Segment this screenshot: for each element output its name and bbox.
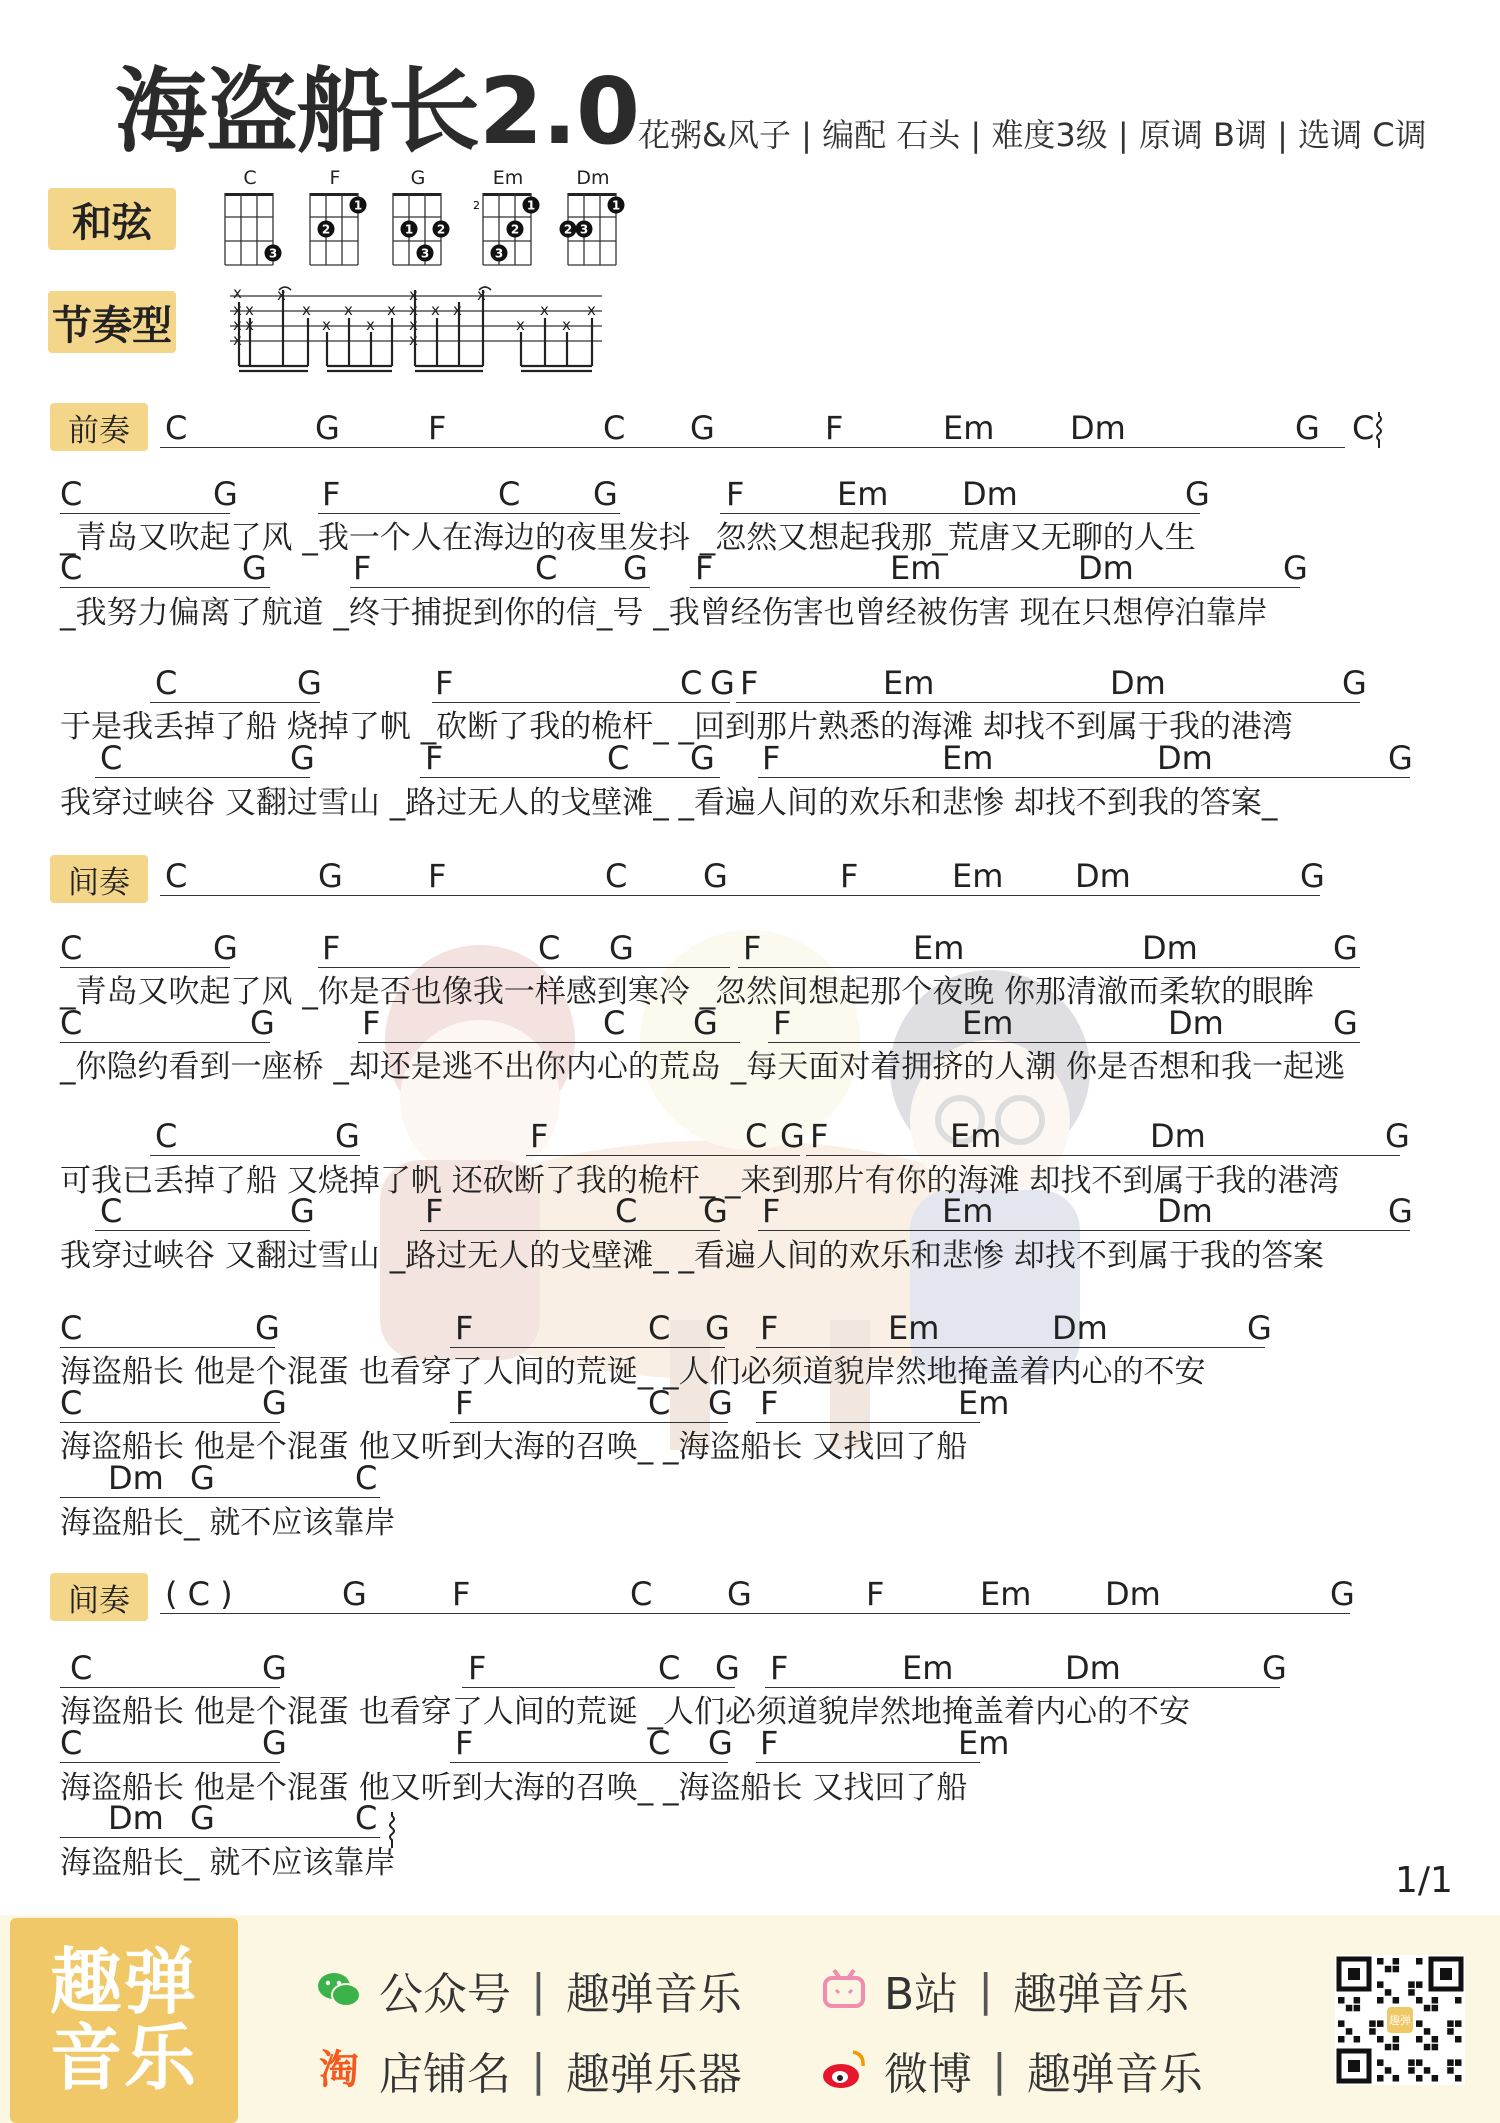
chord-symbol: G	[1283, 549, 1308, 587]
chord-symbol: C	[60, 475, 83, 513]
chord-underline	[768, 1042, 1360, 1043]
chord-symbol: F	[760, 1384, 779, 1422]
chord-underline	[318, 967, 730, 968]
qr-code[interactable]	[1335, 1955, 1465, 2085]
footer-label: B站	[884, 1969, 959, 2020]
chord-symbol: G	[262, 1649, 287, 1687]
chord-diagram	[213, 190, 283, 268]
chord-symbol: G	[190, 1799, 215, 1837]
chord-symbol: F	[762, 739, 781, 777]
weibo-icon	[820, 2046, 868, 2094]
footer-value: 趣弹音乐	[1026, 2049, 1203, 2100]
chord-symbol: G	[297, 664, 322, 702]
chord-symbol: C	[155, 1117, 178, 1155]
svg-text:x: x	[322, 316, 331, 334]
svg-text:x: x	[562, 316, 571, 334]
chord-symbol: C	[603, 409, 626, 447]
svg-text:1: 1	[611, 198, 621, 213]
lyric-line: 海盗船长 他是个混蛋 也看穿了人间的荒诞_ _人们必须道貌岸然地掩盖着内心的不安	[60, 1354, 1206, 1390]
chord-diagram	[381, 190, 451, 268]
chord-underline	[350, 587, 650, 588]
footer-wechat[interactable]: 公众号 | 趣弹音乐	[315, 1958, 742, 2022]
chord-symbol: C	[630, 1575, 653, 1613]
chord-underline	[452, 1613, 860, 1614]
chord-underline	[756, 1347, 1265, 1348]
lyric-line: _青岛又吹起了风 _你是否也像我一样感到寒冷 _忽然间想起那个夜晚 你那清澈而柔软的眼眸	[60, 974, 1315, 1010]
chord-underline	[95, 777, 310, 778]
chord-underline	[526, 1155, 800, 1156]
lyric-line: 可我已丢掉了船 又烧掉了帆 还砍断了我的桅杆_ _来到那片有你的海滩 却找不到属于我的港湾	[60, 1163, 1340, 1199]
svg-text:x: x	[453, 301, 462, 319]
chord-symbol: G	[715, 1649, 740, 1687]
chord-symbol: F	[428, 857, 447, 895]
footer-taobao[interactable]: 淘 店铺名 | 趣弹乐器	[315, 2038, 742, 2102]
svg-text:3: 3	[420, 246, 430, 261]
chord-underline	[160, 1613, 470, 1614]
chord-underline	[160, 447, 430, 448]
chord-symbol: F	[455, 1724, 474, 1762]
svg-text:3: 3	[268, 246, 278, 261]
chord-symbol: Dm	[1052, 1309, 1108, 1347]
chord-symbol: Em	[837, 475, 889, 513]
chord-symbol: F	[740, 664, 759, 702]
chord-symbol: F	[362, 1004, 381, 1042]
svg-text:2: 2	[510, 222, 520, 237]
chord-underline	[95, 1230, 310, 1231]
svg-text:x: x	[233, 316, 242, 334]
chord-symbol: G	[780, 1117, 805, 1155]
chord-symbol: F	[425, 739, 444, 777]
wechat-icon	[315, 1966, 363, 2014]
chord-symbol: Dm	[1157, 1192, 1213, 1230]
chord-symbol: F	[455, 1309, 474, 1347]
chord-symbol: Em	[913, 929, 965, 967]
chord-symbol: G	[315, 409, 340, 447]
chord-symbol: C	[60, 1724, 83, 1762]
chord-symbol: Dm	[1150, 1117, 1206, 1155]
svg-text:x: x	[233, 284, 242, 302]
svg-text:2: 2	[563, 222, 573, 237]
lyric-line: 我穿过峡谷 又翻过雪山 _路过无人的戈壁滩_ _看遍人间的欢乐和悲惨 却找不到属于我的答案	[60, 1238, 1324, 1274]
chord-symbol: F	[743, 929, 762, 967]
chord-symbol: F	[695, 549, 714, 587]
chord-underline	[60, 1687, 280, 1688]
chord-symbol: C	[100, 739, 123, 777]
chord-symbol: Dm	[1065, 1649, 1121, 1687]
svg-text:2: 2	[473, 199, 480, 212]
chord-symbol: G	[703, 1192, 728, 1230]
chord-symbol: F	[530, 1117, 549, 1155]
chord-symbol: G	[213, 929, 238, 967]
chord-symbol: C	[1352, 409, 1375, 447]
chord-symbol: C	[355, 1799, 378, 1837]
lyric-line: 海盗船长 他是个混蛋 他又听到大海的召唤_ _海盗船长 又找回了船	[60, 1770, 968, 1806]
chord-symbol: G	[1300, 857, 1325, 895]
chord-symbol: G	[708, 1384, 733, 1422]
chord-underline	[318, 513, 620, 514]
chord-symbol: C	[615, 1192, 638, 1230]
footer-label: 公众号	[379, 1969, 511, 2020]
footer-label: 微博	[884, 2049, 972, 2100]
chord-underline	[690, 587, 1300, 588]
chord-symbol: G	[1247, 1309, 1272, 1347]
footer-value: 趣弹音乐	[1013, 1969, 1190, 2020]
chord-symbol: C	[535, 549, 558, 587]
rhythm-pattern	[227, 282, 607, 374]
chord-symbol: G	[242, 549, 267, 587]
chord-symbol: G	[1295, 409, 1320, 447]
lyric-line: _你隐约看到一座桥 _却还是逃不出你内心的荒岛 _每天面对着拥挤的人潮 你是否想和我一起逃	[60, 1049, 1346, 1085]
chord-symbol: Dm	[1075, 857, 1131, 895]
chord-diagram-name: G	[410, 167, 426, 189]
chord-symbol: G	[710, 664, 735, 702]
chords-label: 和弦	[48, 188, 176, 250]
chord-symbol: C	[605, 857, 628, 895]
chord-symbol: G	[190, 1459, 215, 1497]
lyric-line: 海盗船长_ 就不应该靠岸	[60, 1845, 396, 1881]
chord-symbol: F	[773, 1004, 792, 1042]
chord-underline	[806, 1155, 1400, 1156]
chord-diagram-name: F	[329, 167, 341, 189]
chord-underline	[758, 1230, 1410, 1231]
chord-symbol: C	[658, 1649, 681, 1687]
lyric-line: 我穿过峡谷 又翻过雪山 _路过无人的戈壁滩_ _看遍人间的欢乐和悲惨 却找不到我的答案_	[60, 785, 1278, 821]
chord-symbol: G	[213, 475, 238, 513]
chord-underline	[756, 1762, 980, 1763]
chord-symbol: G	[318, 857, 343, 895]
chord-symbol: F	[840, 857, 859, 895]
chord-symbol: C	[648, 1724, 671, 1762]
footer-bilibili[interactable]: B站 | 趣弹音乐	[820, 1958, 1189, 2022]
brand-line-2: 音乐	[49, 2015, 198, 2100]
chord-symbol: G	[1333, 929, 1358, 967]
chord-symbol: F	[762, 1192, 781, 1230]
chord-symbol: Dm	[1070, 409, 1126, 447]
chord-symbol: Em	[942, 1192, 994, 1230]
chord-symbol: Em	[943, 409, 995, 447]
footer-value: 趣弹乐器	[565, 2049, 742, 2100]
chord-symbol: C	[648, 1309, 671, 1347]
chord-symbol: Em	[962, 1004, 1014, 1042]
chord-symbol: C	[165, 857, 188, 895]
chord-symbol: G	[1333, 1004, 1358, 1042]
footer-label: 店铺名	[379, 2049, 511, 2100]
svg-text:x: x	[477, 286, 486, 304]
chord-underline	[428, 895, 840, 896]
chord-symbol: F	[866, 1575, 885, 1613]
chord-diagram-name: Dm	[576, 167, 610, 189]
chord-underline	[428, 447, 840, 448]
chord-underline	[432, 702, 730, 703]
svg-text:x: x	[587, 301, 596, 319]
brand-line-1: 趣弹	[49, 1939, 198, 2024]
chord-underline	[450, 1762, 728, 1763]
chord-underline	[420, 1230, 720, 1231]
chord-symbol: C	[538, 929, 561, 967]
chord-symbol: F	[760, 1309, 779, 1347]
svg-text:x: x	[387, 301, 396, 319]
chord-symbol: ( C )	[165, 1575, 233, 1613]
svg-text:2: 2	[436, 222, 446, 237]
footer-value: 趣弹音乐	[565, 1969, 742, 2020]
svg-text:x: x	[409, 301, 418, 319]
svg-text:x: x	[344, 301, 353, 319]
chord-symbol: C	[607, 739, 630, 777]
chord-symbol: F	[810, 1117, 829, 1155]
chord-symbol: G	[703, 857, 728, 895]
chord-underline	[60, 1837, 380, 1838]
chord-symbol: F	[425, 1192, 444, 1230]
section-interlude-2: 间奏	[50, 1573, 148, 1621]
chord-symbol: Em	[950, 1117, 1002, 1155]
chord-symbol: C	[60, 1384, 83, 1422]
section-intro: 前奏	[50, 403, 148, 451]
chord-symbol: Em	[890, 549, 942, 587]
lyric-line: 于是我丢掉了船 烧掉了帆 _砍断了我的桅杆_ _回到那片熟悉的海滩 却找不到属于我的港湾	[60, 709, 1293, 745]
svg-text:x: x	[233, 331, 242, 349]
chord-symbol: Em	[958, 1724, 1010, 1762]
chord-symbol: G	[335, 1117, 360, 1155]
chord-symbol: G	[693, 1004, 718, 1042]
chord-symbol: G	[705, 1309, 730, 1347]
chord-symbol: F	[322, 475, 341, 513]
chord-symbol: G	[262, 1724, 287, 1762]
chord-underline	[358, 1042, 740, 1043]
chord-symbol: Dm	[1168, 1004, 1224, 1042]
chord-symbol: G	[1385, 1117, 1410, 1155]
brand-logo	[10, 1918, 238, 2123]
page-number: 1/1	[1395, 1860, 1453, 1901]
chord-symbol: C	[155, 664, 178, 702]
chord-symbol: F	[435, 664, 454, 702]
chord-symbol: G	[623, 549, 648, 587]
song-title: 海盗船长2.0	[115, 58, 639, 165]
chord-symbol: C	[100, 1192, 123, 1230]
svg-text:x: x	[540, 301, 549, 319]
chord-underline	[860, 1613, 1105, 1614]
chord-underline	[450, 1347, 725, 1348]
chord-symbol: G	[690, 739, 715, 777]
chord-underline	[736, 702, 1360, 703]
chord-underline	[1070, 447, 1345, 448]
chord-symbol: G	[1262, 1649, 1287, 1687]
chord-symbol: G	[1342, 664, 1367, 702]
svg-text:3: 3	[494, 246, 504, 261]
chord-symbol: Dm	[1142, 929, 1198, 967]
chord-symbol: C	[680, 664, 703, 702]
svg-text:x: x	[302, 301, 311, 319]
rhythm-label: 节奏型	[48, 291, 176, 353]
chord-symbol: G	[342, 1575, 367, 1613]
chord-symbol: G	[1330, 1575, 1355, 1613]
chord-symbol: F	[726, 475, 745, 513]
lyric-line: 海盗船长 他是个混蛋 他又听到大海的召唤_ _海盗船长 又找回了船	[60, 1429, 968, 1465]
chord-underline	[60, 1762, 280, 1763]
svg-text:x: x	[431, 301, 440, 319]
chord-symbol: Dm	[108, 1459, 164, 1497]
chord-symbol: G	[609, 929, 634, 967]
chord-symbol: F	[353, 549, 372, 587]
chord-underline	[720, 513, 1200, 514]
chord-symbol: Em	[942, 739, 994, 777]
chord-underline	[60, 1422, 280, 1423]
chord-underline	[1075, 895, 1320, 896]
arpeggio-mark	[1372, 410, 1386, 450]
svg-text:2: 2	[321, 222, 331, 237]
chord-underline	[60, 1042, 270, 1043]
chord-diagram	[298, 190, 368, 268]
chord-symbol: C	[498, 475, 521, 513]
lyric-line: _我努力偏离了航道 _终于捕捉到你的信_号 _我曾经伤害也曾经被伤害 现在只想停泊靠岸	[60, 595, 1268, 631]
chord-symbol: C	[60, 549, 83, 587]
chord-underline	[60, 1347, 275, 1348]
chord-underline	[60, 1497, 380, 1498]
chord-symbol: G	[727, 1575, 752, 1613]
chord-symbol: Dm	[962, 475, 1018, 513]
chord-diagram	[471, 190, 541, 268]
chord-symbol: Em	[883, 664, 935, 702]
chord-symbol: Dm	[108, 1799, 164, 1837]
chord-underline	[462, 1687, 735, 1688]
chord-symbol: F	[428, 409, 447, 447]
chord-symbol: Em	[902, 1649, 954, 1687]
taobao-icon: 淘	[319, 2047, 359, 2093]
chord-underline	[420, 777, 720, 778]
svg-text:3: 3	[579, 222, 589, 237]
chord-symbol: G	[1185, 475, 1210, 513]
chord-symbol: Dm	[1105, 1575, 1161, 1613]
svg-text:x: x	[277, 286, 286, 304]
chord-symbol: G	[708, 1724, 733, 1762]
svg-text:1: 1	[526, 198, 536, 213]
arpeggio-mark	[385, 1810, 399, 1850]
chord-underline	[60, 587, 270, 588]
chord-symbol: C	[60, 929, 83, 967]
chord-underline	[758, 777, 1410, 778]
chord-underline	[150, 702, 320, 703]
svg-text:x: x	[409, 316, 418, 334]
chord-symbol: F	[322, 929, 341, 967]
chord-underline	[160, 895, 430, 896]
chord-symbol: G	[255, 1309, 280, 1347]
chord-symbol: F	[760, 1724, 779, 1762]
svg-text:x: x	[409, 331, 418, 349]
chord-underline	[1105, 1613, 1350, 1614]
chord-symbol: Dm	[1157, 739, 1213, 777]
chord-symbol: G	[290, 1192, 315, 1230]
section-interlude: 间奏	[50, 855, 148, 903]
chord-symbol: Dm	[1110, 664, 1166, 702]
chord-symbol: C	[745, 1117, 768, 1155]
chord-symbol: Em	[888, 1309, 940, 1347]
chord-symbol: C	[603, 1004, 626, 1042]
bilibili-icon	[820, 1966, 868, 2014]
svg-text:x: x	[245, 301, 254, 319]
chord-underline	[60, 967, 230, 968]
chord-symbol: C	[70, 1649, 93, 1687]
chord-symbol: G	[1388, 1192, 1413, 1230]
chord-symbol: F	[468, 1649, 487, 1687]
chord-symbol: C	[60, 1004, 83, 1042]
chord-symbol: Dm	[1078, 549, 1134, 587]
chord-symbol: G	[250, 1004, 275, 1042]
qr-center-label: 趣弹	[1389, 2014, 1411, 2027]
lyric-line: _青岛又吹起了风 _我一个人在海边的夜里发抖 _忽然又想起我那_荒唐又无聊的人生	[60, 520, 1196, 556]
lyric-line: 海盗船长_ 就不应该靠岸	[60, 1505, 396, 1541]
chord-symbol: C	[355, 1459, 378, 1497]
chord-underline	[765, 1687, 1280, 1688]
chord-diagram-name: Em	[492, 167, 524, 189]
chord-underline	[60, 513, 230, 514]
song-meta: 花粥&风子 | 编配 石头 | 难度3级 | 原调 B调 | 选调 C调	[638, 116, 1427, 154]
chord-underline	[450, 1422, 728, 1423]
chord-underline	[738, 967, 1360, 968]
chord-underline	[825, 447, 1070, 448]
svg-text:1: 1	[353, 198, 363, 213]
chord-underline	[756, 1422, 980, 1423]
svg-text:x: x	[245, 316, 254, 334]
chord-underline	[840, 895, 1075, 896]
chord-symbol: F	[770, 1649, 789, 1687]
svg-text:x: x	[366, 316, 375, 334]
chord-symbol: G	[262, 1384, 287, 1422]
chord-symbol: G	[690, 409, 715, 447]
chord-underline	[150, 1155, 360, 1156]
svg-text:x: x	[233, 301, 242, 319]
chord-symbol: Em	[958, 1384, 1010, 1422]
chord-symbol: G	[290, 739, 315, 777]
svg-text:x: x	[409, 286, 418, 304]
footer-weibo[interactable]: 微博 | 趣弹音乐	[820, 2038, 1203, 2102]
svg-text:1: 1	[404, 222, 414, 237]
chord-symbol: C	[60, 1309, 83, 1347]
chord-diagram-name: C	[243, 167, 257, 189]
svg-text:x: x	[516, 316, 525, 334]
chord-symbol: C	[165, 409, 188, 447]
chord-symbol: G	[593, 475, 618, 513]
chord-symbol: Em	[952, 857, 1004, 895]
chord-symbol: G	[1388, 739, 1413, 777]
chord-symbol: Em	[980, 1575, 1032, 1613]
chord-symbol: F	[825, 409, 844, 447]
chord-diagram	[556, 190, 626, 268]
chord-symbol: C	[648, 1384, 671, 1422]
chord-symbol: F	[455, 1384, 474, 1422]
lyric-line: 海盗船长 他是个混蛋 也看穿了人间的荒诞 _人们必须道貌岸然地掩盖着内心的不安	[60, 1694, 1191, 1730]
chord-symbol: F	[452, 1575, 471, 1613]
